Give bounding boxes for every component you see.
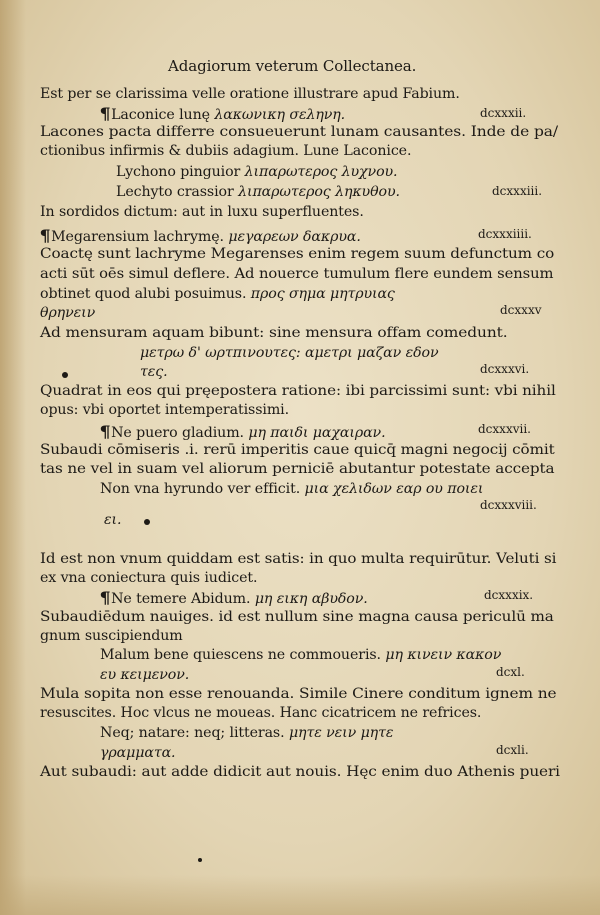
text-line (40, 402, 289, 419)
latin-text: ex vna coniectura quis iudicet. (40, 570, 258, 586)
text-line (104, 512, 121, 529)
text-line (116, 164, 397, 181)
line-text (40, 286, 395, 302)
line-text (40, 143, 411, 159)
line-text (40, 325, 508, 341)
page-edge-shadow (0, 0, 26, 915)
line-text (104, 512, 121, 528)
text-line (116, 184, 400, 201)
latin-text: acti sūt oēs simul deflere. Ad nouerce tumulum flere eundem sensum (40, 266, 554, 282)
ink-dot (198, 858, 202, 862)
greek-text: προς σημα μητρυιας (250, 286, 395, 302)
text-line (40, 383, 556, 400)
line-text (111, 425, 385, 441)
latin-text: resuscites. Hoc vlcus ne moueas. Hanc cicatricem ne refrices. (40, 705, 482, 721)
latin-text: obtinet quod alubi posuimus. (40, 286, 251, 302)
line-text (40, 686, 556, 702)
line-text (40, 124, 558, 140)
line-text (40, 86, 460, 102)
latin-text: Non vna hyrundo ver efficit. (100, 481, 305, 497)
text-line (100, 647, 501, 664)
text-line (40, 286, 395, 303)
adage-number: dcxxxvii. (478, 422, 531, 436)
greek-text: γραμματα. (100, 745, 176, 761)
pilcrow-mark: ¶ (99, 588, 111, 607)
text-line (40, 86, 460, 103)
line-text (116, 184, 400, 200)
adage-number: dcxli. (496, 743, 529, 757)
line-text (40, 383, 556, 399)
latin-text: In sordidos dictum: aut in luxu superfluentes. (40, 204, 364, 220)
ink-dot (144, 519, 150, 525)
greek-text: λακωνικη σεληνη. (214, 107, 346, 123)
latin-text: opus: vbi oportet intemperatissimi. (40, 402, 290, 418)
greek-text: μεγαρεων δακρυα. (228, 229, 361, 245)
ink-dot (62, 372, 68, 378)
line-text (40, 628, 183, 644)
line-text (40, 764, 560, 780)
greek-text: μετρω δ' ωρτπινουτες: αμετρι μαζαν εδον (140, 345, 439, 361)
line-text (140, 345, 439, 361)
latin-text: Est per se clarissima velle oratione illustrare apud Fabium. (40, 86, 460, 102)
text-line (40, 442, 555, 459)
adage-number: dcxxxiii. (492, 184, 543, 198)
text-line (40, 461, 554, 478)
line-text (111, 591, 368, 607)
line-text (40, 246, 554, 262)
latin-text: Quadrat in eos qui pręepostera ratione: ibi parcissimi sunt: vbi nihil (40, 383, 556, 399)
text-line (140, 364, 168, 381)
adage-number: dcxxxii. (480, 106, 527, 120)
text-line (40, 551, 556, 568)
line-text (100, 647, 501, 663)
line-text (116, 164, 397, 180)
line-text (40, 705, 481, 721)
line-text (40, 305, 95, 321)
text-line (40, 686, 556, 703)
text-line (40, 325, 508, 342)
greek-text: μητε νειν μητε (288, 725, 394, 741)
pilcrow-mark: ¶ (39, 226, 51, 245)
text-line (40, 227, 361, 246)
latin-text: Aut subaudi: aut adde didicit aut nouis. Hęc enim duo Athenis pueri (40, 764, 560, 780)
line-text (111, 107, 345, 123)
line-text (40, 570, 257, 586)
latin-text: Lechyto crassior (116, 184, 239, 200)
line-text (140, 364, 168, 380)
text-line (40, 266, 553, 283)
text-line (100, 589, 368, 608)
latin-text: Coactę sunt lachryme Megarenses enim regem suum defunctum co (40, 246, 555, 262)
text-line (100, 725, 393, 742)
line-text (51, 229, 361, 245)
line-text (100, 667, 189, 683)
greek-text: μη παιδι μαχαιραν. (248, 425, 386, 441)
greek-text: ει. (104, 512, 122, 528)
greek-text: θρηνειν (40, 305, 96, 321)
latin-text: ctionibus infirmis & dubiis adagium. Lune Laconice. (40, 143, 412, 159)
text-line (100, 667, 189, 684)
line-text (40, 461, 554, 477)
text-line (100, 481, 483, 498)
latin-text: Ne temere Abidum. (111, 591, 255, 607)
text-line (140, 345, 439, 362)
line-text (100, 745, 175, 761)
adage-number: dcxxxiiii. (478, 227, 532, 241)
latin-text: Malum bene quiescens ne commoueris. (100, 647, 386, 663)
latin-text: Ne puero gladium. (111, 425, 249, 441)
text-line (40, 143, 411, 160)
line-text (40, 266, 553, 282)
latin-text: Lacones pacta differre consueuerunt lunam causantes. Inde de pa/ (40, 124, 558, 140)
greek-text: μια χελιδων εαρ ου ποιει (304, 481, 484, 497)
adage-number: dcxl. (496, 665, 525, 679)
adage-number: dcxxxvi. (480, 362, 530, 376)
adage-number: dcxxxviii. (480, 498, 537, 512)
text-line (40, 305, 95, 322)
latin-text: gnum suscipiendum (40, 628, 183, 644)
greek-text: τες. (140, 364, 168, 380)
latin-text: Laconice lunę (111, 107, 215, 123)
latin-text: Lychono pinguior (116, 164, 245, 180)
pilcrow-mark: ¶ (99, 104, 111, 123)
text-line (40, 764, 560, 781)
line-text (40, 204, 364, 220)
latin-text: Subaudiēdum nauiges. id est nullum sine magna causa periculū ma (40, 609, 554, 625)
page-bottom-shadow (0, 875, 600, 915)
greek-text: λιπαρωτερος ληκυθου. (238, 184, 400, 200)
adage-number: dcxxxv (500, 303, 542, 317)
text-line (40, 246, 554, 263)
adage-number: dcxxxix. (484, 588, 534, 602)
latin-text: tas ne vel in suam vel aliorum perniciē abutantur potestate accepta (40, 461, 555, 477)
latin-text: Subaudi cōmiseris .i. rerū imperitis caue quicq̄ magni negocij cōmit (40, 442, 555, 458)
text-line (40, 609, 554, 626)
text-line (100, 745, 175, 762)
text-line (40, 204, 364, 221)
pilcrow-mark: ¶ (99, 422, 111, 441)
latin-text: Id est non vnum quiddam est satis: in quo multa requirūtur. Veluti si (40, 551, 557, 567)
line-text (40, 551, 556, 567)
greek-text: ευ κειμενον. (100, 667, 190, 683)
line-text (40, 442, 555, 458)
latin-text: Neq; natare: neq; litteras. (100, 725, 289, 741)
line-text (100, 725, 393, 741)
greek-text: λιπαρωτερος λυχνου. (244, 164, 398, 180)
greek-text: μη κινειν κακον (385, 647, 502, 663)
text-line (100, 423, 386, 442)
greek-text: μη εικη αβυδον. (254, 591, 368, 607)
running-header: Adagiorum veterum Collectanea. (168, 57, 417, 75)
text-line (40, 124, 558, 141)
line-text (40, 609, 554, 625)
latin-text: Mula sopita non esse renouanda. Simile Cinere conditum ignem ne (40, 686, 557, 702)
line-text (100, 481, 483, 497)
text-line (100, 105, 345, 124)
latin-text: Megarensium lachrymę. (51, 229, 229, 245)
text-line (40, 570, 257, 587)
text-line (40, 628, 183, 645)
line-text (40, 402, 289, 418)
latin-text: Ad mensuram aquam bibunt: sine mensura offam comedunt. (40, 325, 508, 341)
text-line (40, 705, 481, 722)
